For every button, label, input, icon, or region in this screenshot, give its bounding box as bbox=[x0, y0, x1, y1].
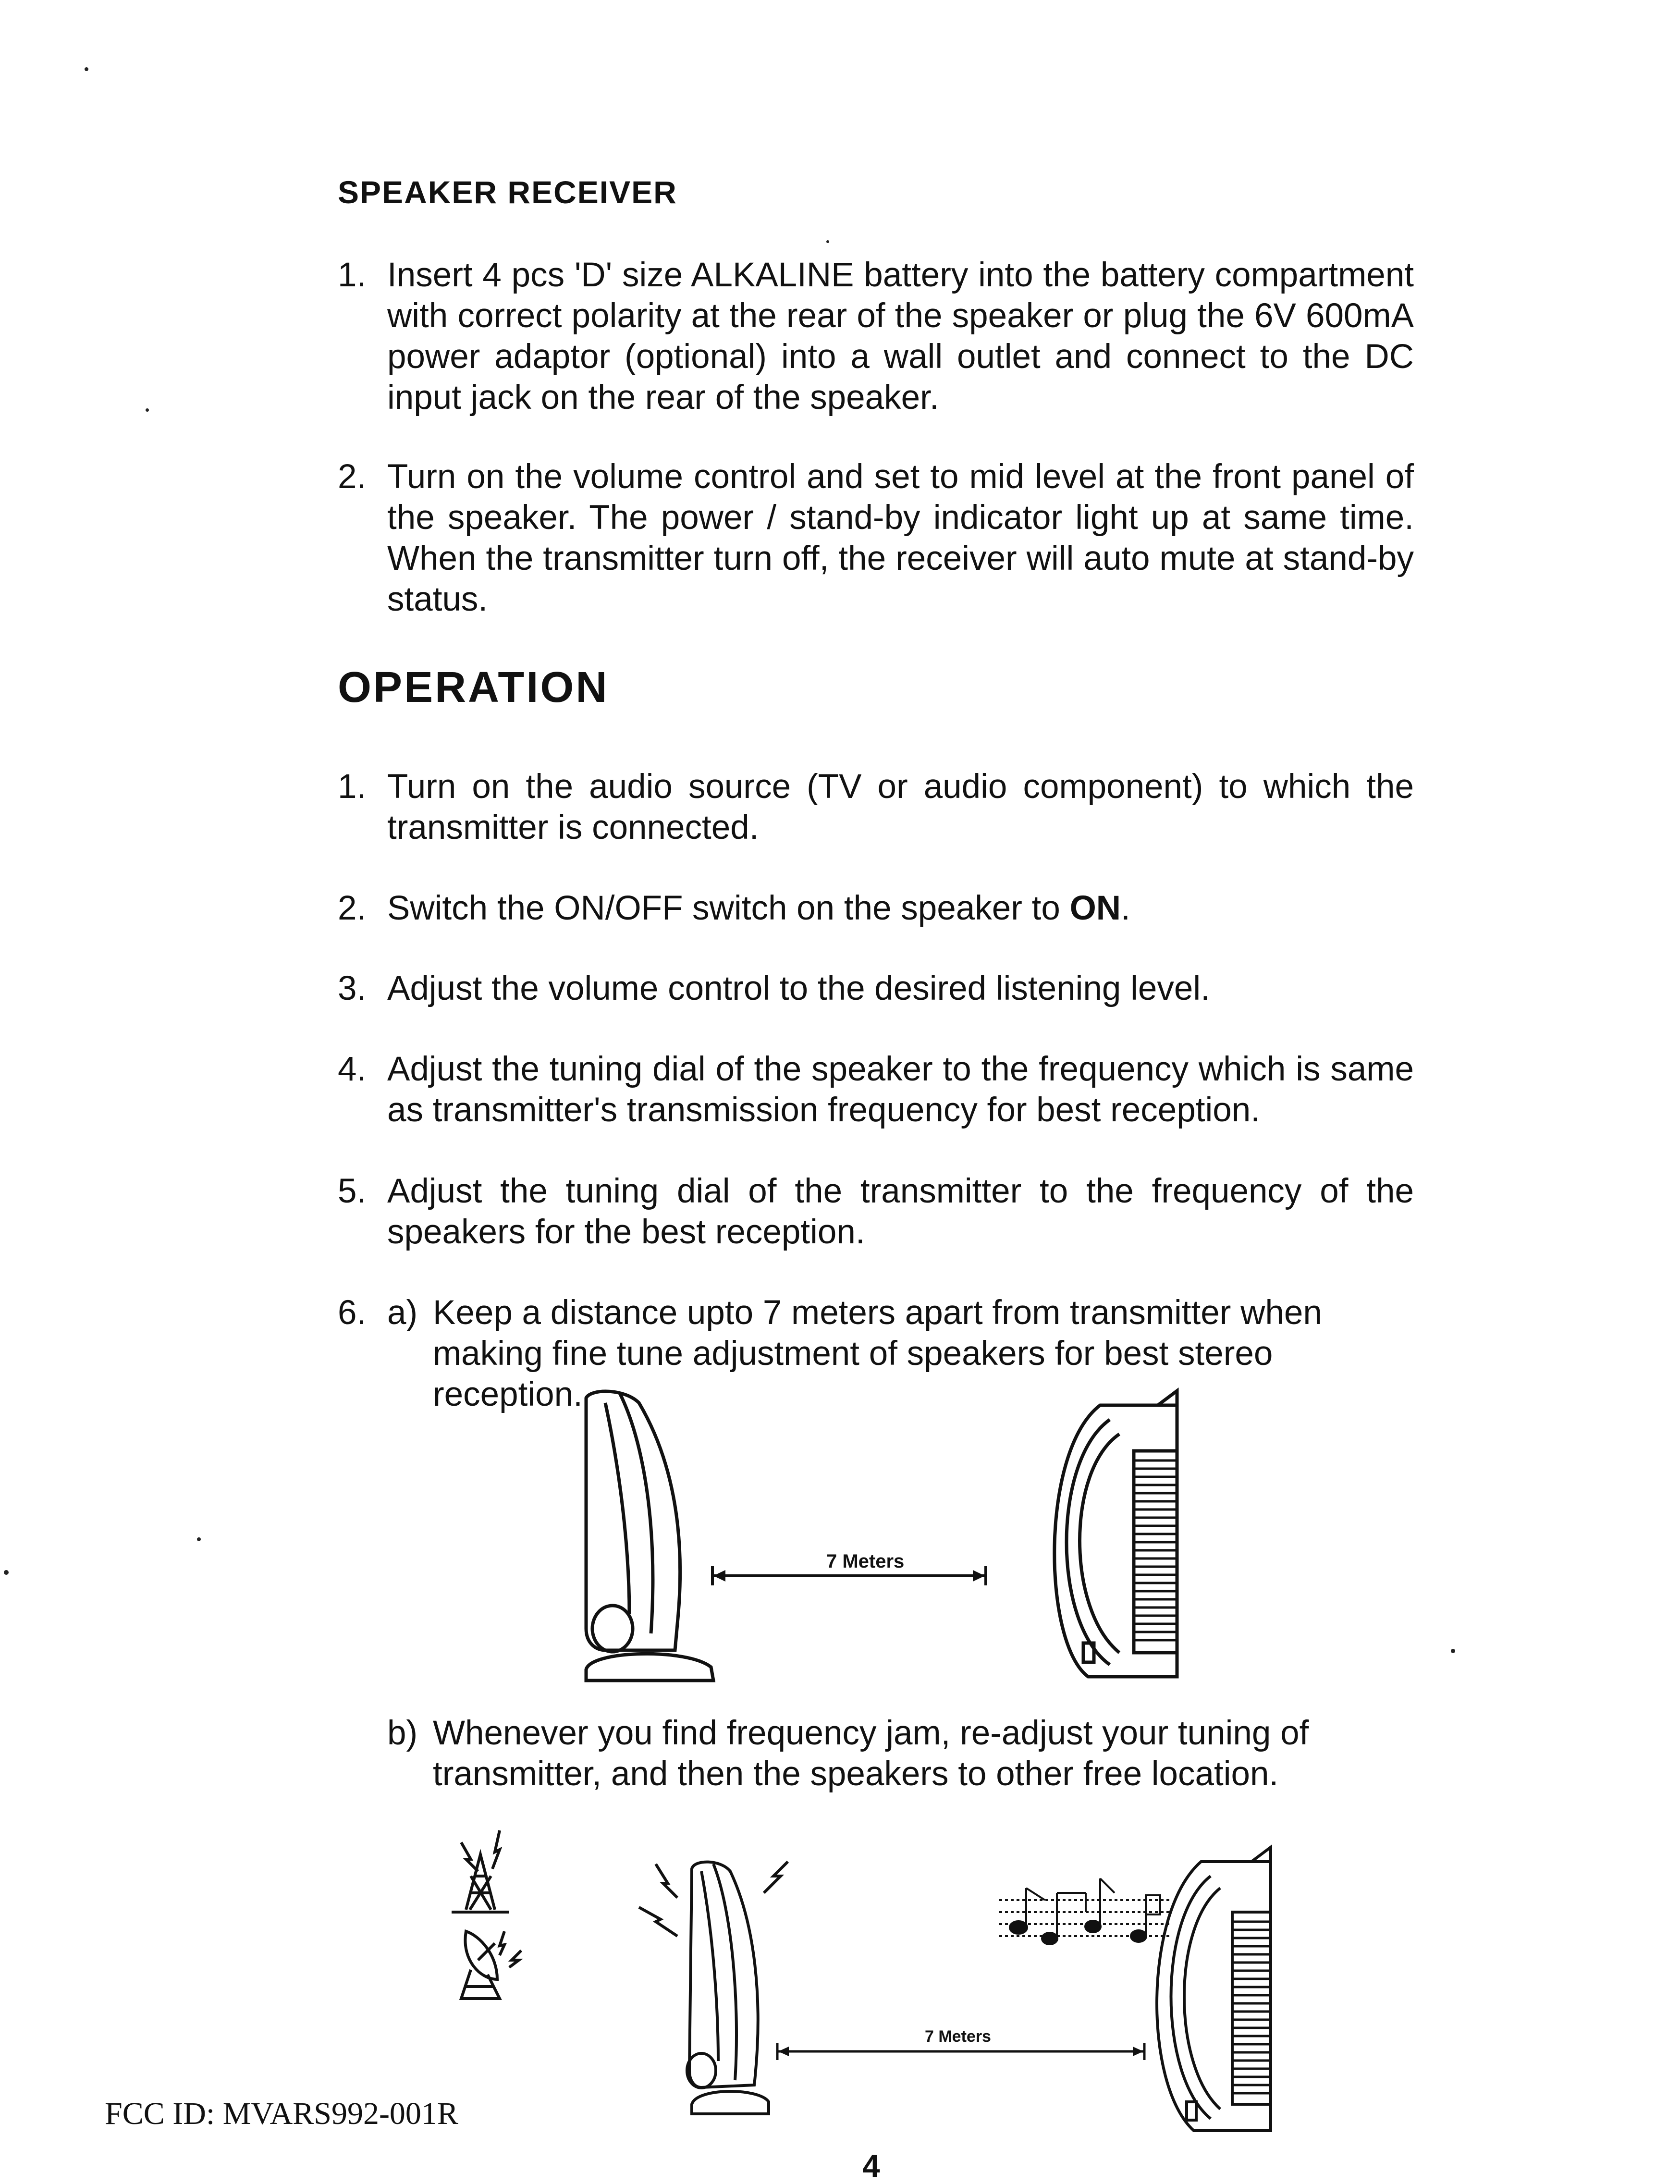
operation-step-4 bbox=[338, 1049, 1414, 1130]
operation-step-5 bbox=[338, 1171, 1414, 1252]
scan-speck bbox=[1451, 1649, 1455, 1653]
step-text-after: . bbox=[1121, 889, 1130, 927]
speaker-step-2 bbox=[338, 456, 1414, 620]
operation-step-1 bbox=[338, 766, 1414, 848]
section-title-operation: OPERATION bbox=[338, 663, 609, 712]
step-number: 6. bbox=[338, 1294, 367, 1332]
right-speaker-grille bbox=[1134, 1460, 1177, 1640]
step-number: 3. bbox=[338, 969, 367, 1007]
operation-step-3 bbox=[338, 968, 1414, 1009]
distance-label-2: 7 Meters bbox=[925, 2027, 991, 2046]
step-text: Adjust the volume control to the desired listening level. bbox=[387, 969, 1210, 1007]
step-text: Turn on the audio source (TV or audio component) to which the transmitter is connected. bbox=[387, 768, 1414, 847]
sub-text: Whenever you find frequency jam, re-adjust your tuning of transmitter, and then the speakers to other free location. bbox=[433, 1714, 1309, 1793]
step-text: Adjust the tuning dial of the transmitter to the frequency of the speakers for the best reception. bbox=[387, 1172, 1414, 1251]
step-number: 2. bbox=[338, 889, 367, 927]
right-speaker-drawing-2 bbox=[1157, 1847, 1271, 2131]
sub-label: a) bbox=[387, 1294, 418, 1332]
step-6a bbox=[387, 1292, 1415, 1413]
distance-arrow-1 bbox=[712, 1551, 986, 1585]
section-title-speaker-receiver: SPEAKER RECEIVER bbox=[338, 174, 677, 210]
step-text-before: Switch the ON/OFF switch on the speaker to bbox=[387, 889, 1070, 927]
scan-speck bbox=[197, 1537, 201, 1541]
step-text: Insert 4 pcs 'D' size ALKALINE battery into the battery compartment with correct polarity at the rear of the speaker or plug the 6V 600mA power adaptor (optional) into a wall outlet and connect to the DC input jack on the rear of the speaker. bbox=[387, 256, 1414, 417]
antenna-tower-icon bbox=[452, 1830, 509, 1912]
step-number: 5. bbox=[338, 1172, 367, 1210]
scan-speck bbox=[146, 408, 149, 412]
scan-speck bbox=[826, 240, 829, 243]
step-number: 1. bbox=[338, 768, 367, 806]
page-number: 4 bbox=[862, 2148, 880, 2184]
distance-label-1: 7 Meters bbox=[826, 1551, 905, 1572]
step-number: 4. bbox=[338, 1050, 367, 1088]
right-speaker-grille-2 bbox=[1232, 1922, 1271, 2093]
sub-text: Keep a distance upto 7 meters apart from transmitter when making fine tune adjustment of speakers for best stereo reception. bbox=[433, 1294, 1322, 1413]
music-notes-icon bbox=[999, 1878, 1172, 1944]
figure-frequency-jam bbox=[452, 1816, 1316, 2143]
step-number: 1. bbox=[338, 256, 367, 294]
step-6b bbox=[387, 1713, 1415, 1794]
step-text: Adjust the tuning dial of the speaker to the frequency which is same as transmitter's transmission frequency for best reception. bbox=[387, 1050, 1414, 1129]
scan-speck bbox=[4, 1570, 9, 1575]
step-number: 2. bbox=[338, 458, 367, 496]
center-speaker-drawing bbox=[639, 1862, 788, 2114]
satellite-dish-icon bbox=[461, 1931, 521, 1999]
operation-step-2 bbox=[338, 888, 1414, 929]
speaker-step-1 bbox=[338, 255, 1414, 418]
step-text bbox=[387, 888, 1414, 929]
scan-speck bbox=[85, 67, 88, 71]
step-text-bold: ON bbox=[1069, 889, 1121, 927]
sub-label: b) bbox=[387, 1714, 418, 1752]
step-text: Turn on the volume control and set to mid level at the front panel of the speaker. The power / stand-by indicator light up at same time. When the transmitter turn off, the receiver will auto mute at stand-by status. bbox=[387, 458, 1414, 618]
figure-speaker-distance bbox=[567, 1384, 1191, 1696]
distance-arrow-2 bbox=[777, 2027, 1144, 2060]
left-speaker-drawing bbox=[586, 1391, 713, 1681]
fcc-id: FCC ID: MVARS992-001R bbox=[105, 2096, 458, 2131]
